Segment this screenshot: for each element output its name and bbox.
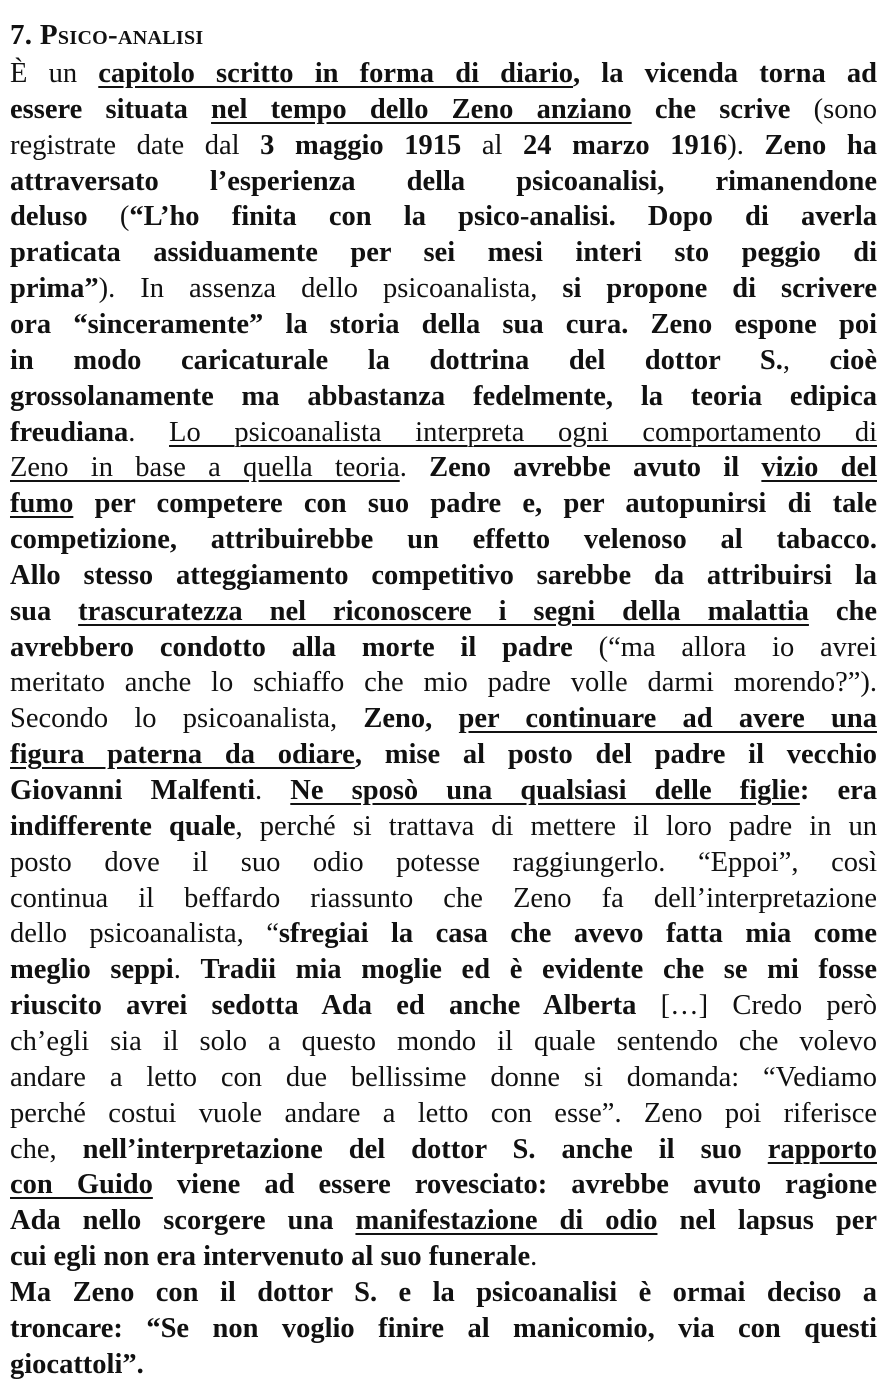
text-line bbox=[10, 1060, 877, 1096]
text-line bbox=[10, 988, 877, 1024]
bold-phrase: nell’interpretazione del dottor S. anche il suo bbox=[82, 1133, 768, 1165]
text-line bbox=[10, 92, 877, 128]
bold-phrase: : era bbox=[799, 775, 877, 806]
bold-phrase: , la vicenda torna ad bbox=[573, 58, 877, 89]
text-line bbox=[10, 486, 877, 522]
text-run: continua il beffardo riassunto che Zeno fa dell’interpretazione bbox=[10, 882, 877, 914]
bold-phrase: che scrive bbox=[631, 93, 814, 125]
underlined-phrase: fumo bbox=[10, 488, 74, 520]
text-run: registrate date dal bbox=[10, 129, 261, 161]
bold-phrase: viene ad essere rovesciato: avrebbe avuto ragione bbox=[152, 1169, 877, 1201]
bold-phrase: cioè bbox=[829, 344, 877, 376]
bold-phrase: Zeno avrebbe avuto il bbox=[429, 452, 762, 484]
text-run: . bbox=[255, 775, 291, 806]
text-line bbox=[10, 235, 877, 271]
text-run: È un bbox=[10, 58, 99, 89]
bold-phrase: attraversato l’esperienza della psicoanalisi, rimanendone bbox=[10, 165, 877, 197]
text-line bbox=[10, 1311, 877, 1347]
bold-phrase: avrebbero condotto alla morte il padre bbox=[10, 631, 573, 663]
text-line bbox=[10, 558, 877, 594]
underlined-phrase: trascuratezza nel riconoscere i segni della malattia bbox=[78, 595, 809, 627]
bold-phrase: riuscito avrei sedotta Ada ed anche Alberta bbox=[10, 990, 637, 1022]
text-line bbox=[10, 56, 877, 92]
bold-phrase: deluso bbox=[10, 201, 88, 233]
underlined-phrase: vizio del bbox=[761, 452, 877, 484]
bold-phrase: essere situata bbox=[10, 93, 212, 125]
section-heading bbox=[10, 16, 203, 54]
text-line bbox=[10, 1024, 877, 1060]
bold-phrase: , mise al posto del padre il vecchio bbox=[354, 739, 877, 771]
text-run: . bbox=[173, 954, 201, 986]
underlined-phrase: con Guido bbox=[10, 1169, 153, 1201]
bold-phrase: per competere con suo padre e, per autopunirsi di tale bbox=[73, 488, 877, 520]
bold-phrase: Tradii mia moglie ed è evidente che se mi fosse bbox=[200, 954, 877, 986]
text-line bbox=[10, 916, 877, 952]
bold-phrase: che bbox=[808, 595, 877, 627]
text-run: dello psicoanalista, “ bbox=[10, 918, 279, 950]
underlined-phrase: per continuare ad avere una bbox=[458, 703, 877, 735]
text-line bbox=[10, 881, 877, 917]
text-line bbox=[10, 737, 877, 773]
underlined-phrase: Ne sposò una qualsiasi delle figlie bbox=[290, 775, 800, 806]
text-run: , perché si trattava di mettere il loro padre in un bbox=[235, 810, 877, 842]
bold-phrase: “L’ho finita con la psico-analisi. Dopo di averla bbox=[129, 201, 877, 233]
bold-phrase: grossolanamente ma abbastanza fedelmente, la teoria edipica bbox=[10, 380, 877, 412]
underlined-phrase: figura paterna da odiare bbox=[10, 739, 355, 771]
text-run: posto dove il suo odio potesse raggiungerlo. “Eppoi”, così bbox=[10, 846, 877, 878]
bold-phrase: Allo stesso atteggiamento competitivo sarebbe da attribuirsi la bbox=[10, 559, 877, 591]
text-run: […] Credo però bbox=[636, 990, 877, 1022]
underlined-phrase: rapporto bbox=[767, 1133, 877, 1165]
bold-phrase: Zeno ha bbox=[764, 129, 877, 161]
underlined-phrase: nel tempo dello Zeno anziano bbox=[211, 93, 632, 125]
text-line bbox=[10, 199, 877, 235]
text-line bbox=[10, 307, 877, 343]
bold-phrase: ora “sinceramente” la storia della sua cura. Zeno espone poi bbox=[10, 308, 877, 340]
text-run: ). In assenza dello psicoanalista, bbox=[98, 273, 563, 305]
text-line bbox=[10, 1203, 877, 1239]
text-line bbox=[10, 665, 877, 701]
bold-phrase: prima” bbox=[10, 273, 99, 305]
underlined-phrase: capitolo scritto in forma di diario bbox=[98, 58, 573, 89]
bold-phrase: troncare: “Se non voglio finire al manicomio, via con questi bbox=[10, 1312, 877, 1344]
text-run: , bbox=[782, 344, 830, 376]
bold-phrase: Ada nello scorgere una bbox=[10, 1205, 356, 1237]
bold-phrase: sfregiai la casa che avevo fatta mia come bbox=[278, 918, 877, 950]
text-line bbox=[10, 1132, 877, 1168]
bold-phrase: cui egli non era intervenuto al suo funerale bbox=[10, 1241, 531, 1273]
section-number: 7. bbox=[10, 19, 33, 51]
bold-phrase: meglio seppi bbox=[10, 954, 174, 986]
bold-phrase: Zeno, bbox=[363, 703, 459, 735]
text-line bbox=[10, 450, 877, 486]
text-line bbox=[10, 952, 877, 988]
text-line bbox=[10, 701, 877, 737]
text-line bbox=[10, 522, 877, 558]
text-run: andare a letto con due bellissime donne si domanda: “Vediamo bbox=[10, 1061, 877, 1093]
text-run: ( bbox=[87, 201, 130, 233]
text-line bbox=[10, 379, 877, 415]
text-line bbox=[10, 1096, 877, 1132]
text-run: al bbox=[461, 129, 524, 161]
text-run: (sono bbox=[813, 93, 877, 125]
bold-phrase: freudiana bbox=[10, 416, 129, 448]
text-line bbox=[10, 343, 877, 379]
text-line bbox=[10, 1167, 877, 1203]
text-line bbox=[10, 1239, 877, 1275]
text-line bbox=[10, 773, 877, 809]
bold-phrase: Ma Zeno con il dottor S. e la psicoanalisi è ormai deciso a bbox=[10, 1276, 877, 1308]
text-run: . bbox=[530, 1241, 538, 1273]
bold-phrase: 24 marzo 1916 bbox=[523, 129, 728, 161]
text-line bbox=[10, 594, 877, 630]
text-run: che, bbox=[10, 1133, 83, 1165]
section-title: Psico-analisi bbox=[39, 19, 204, 51]
underlined-phrase: manifestazione di odio bbox=[355, 1205, 658, 1237]
text-line bbox=[10, 164, 877, 200]
text-line bbox=[10, 845, 877, 881]
text-line bbox=[10, 271, 877, 307]
text-line bbox=[10, 630, 877, 666]
bold-phrase: indifferente quale bbox=[10, 810, 236, 842]
bold-phrase: si propone di scrivere bbox=[562, 273, 877, 305]
text-run: . bbox=[399, 452, 430, 484]
bold-phrase: praticata assiduamente per sei mesi interi sto peggio di bbox=[10, 237, 877, 269]
bold-phrase: giocattoli”. bbox=[10, 1348, 144, 1380]
text-run: Secondo lo psicoanalista, bbox=[10, 703, 364, 735]
text-line bbox=[10, 415, 877, 451]
text-run: . bbox=[128, 416, 170, 448]
text-run: meritato anche lo schiaffo che mio padre volle darmi morendo?”). bbox=[10, 667, 877, 699]
bold-phrase: 3 maggio 1915 bbox=[260, 129, 462, 161]
text-run: ). bbox=[727, 129, 765, 161]
text-line bbox=[10, 128, 877, 164]
text-line bbox=[10, 1275, 877, 1311]
text-run: ch’egli sia il solo a questo mondo il quale sentendo che volevo bbox=[10, 1025, 877, 1057]
text-run: (“ma allora io avrei bbox=[572, 631, 877, 663]
underlined-phrase: Lo psicoanalista interpreta ogni comportamento di bbox=[169, 416, 877, 448]
bold-phrase: sua bbox=[10, 595, 79, 627]
underlined-phrase: Zeno in base a quella teoria bbox=[10, 452, 400, 484]
text-line bbox=[10, 809, 877, 845]
bold-phrase: Giovanni Malfenti bbox=[10, 775, 256, 806]
bold-phrase: in modo caricaturale la dottrina del dottor S. bbox=[10, 344, 783, 376]
text-line bbox=[10, 1347, 877, 1383]
text-run: perché costui vuole andare a letto con esse”. Zeno poi riferisce bbox=[10, 1097, 877, 1129]
bold-phrase: nel lapsus per bbox=[657, 1205, 877, 1237]
bold-phrase: competizione, attribuirebbe un effetto velenoso al tabacco. bbox=[10, 524, 877, 556]
